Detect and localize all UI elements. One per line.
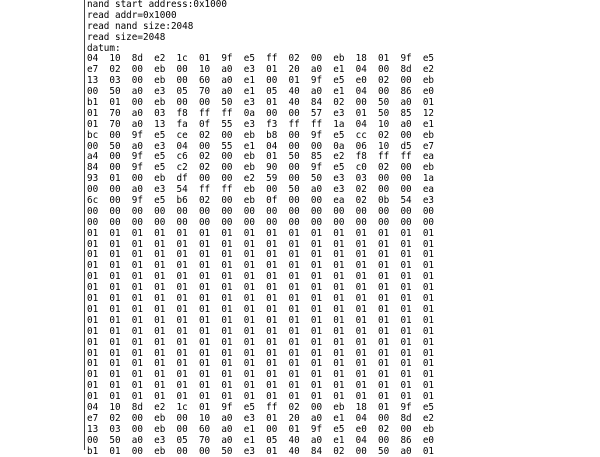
console-hex-row: 00 00 a0 e3 54 ff ff eb 00 50 a0 e3 02 00 00 ea [87, 184, 435, 196]
console-hex-row: 04 10 8d e2 1c 01 9f e5 ff 02 00 eb 18 01 9f e5 [87, 53, 435, 65]
console-hex-row: e7 02 00 eb 00 10 a0 e3 01 20 a0 e1 04 00 8d e2 [87, 64, 435, 76]
console-header-line: read nand size:2048 [87, 20, 194, 32]
console-hex-row: 01 01 01 01 01 01 01 01 01 01 01 01 01 01 01 01 [87, 260, 435, 272]
console-hex-row: 01 01 01 01 01 01 01 01 01 01 01 01 01 01 01 01 [87, 358, 435, 370]
console-hex-row: 01 01 01 01 01 01 01 01 01 01 01 01 01 01 01 01 [87, 249, 435, 261]
console-hex-row: 00 50 a0 e3 05 70 a0 e1 05 40 a0 e1 04 00 86 e0 [87, 434, 435, 446]
console-hex-row: 01 01 01 01 01 01 01 01 01 01 01 01 01 01 01 01 [87, 369, 435, 381]
console-hex-row: 01 01 01 01 01 01 01 01 01 01 01 01 01 01 01 01 [87, 347, 435, 359]
console-hex-row: 13 03 00 eb 00 60 a0 e1 00 01 9f e5 e0 02 00 eb [87, 75, 435, 87]
console-hex-row: 01 01 01 01 01 01 01 01 01 01 01 01 01 01 01 01 [87, 380, 435, 392]
console-hex-row: 01 01 01 01 01 01 01 01 01 01 01 01 01 01 01 01 [87, 325, 435, 337]
console-hex-row: 00 00 00 00 00 00 00 00 00 00 00 00 00 00 00 00 [87, 205, 435, 217]
console-hex-row: 84 00 9f e5 c2 02 00 eb 90 00 9f e5 c0 02 00 eb [87, 162, 435, 174]
console-hex-row: 01 01 01 01 01 01 01 01 01 01 01 01 01 01 01 01 [87, 314, 435, 326]
console-hex-row: a4 00 9f e5 c6 02 00 eb 01 50 85 e2 f8 ff ff ea [87, 151, 435, 163]
window-left-border [84, 0, 85, 450]
console-hex-row: 01 01 01 01 01 01 01 01 01 01 01 01 01 01 01 01 [87, 303, 435, 315]
console-output [87, 0, 587, 457]
console-hex-row: 01 01 01 01 01 01 01 01 01 01 01 01 01 01 01 01 [87, 336, 435, 348]
console-header-line: read addr=0x1000 [87, 9, 177, 21]
console-hex-row: 04 10 8d e2 1c 01 9f e5 ff 02 00 eb 18 01 9f e5 [87, 401, 435, 413]
console-hex-row: 13 03 00 eb 00 60 a0 e1 00 01 9f e5 e0 02 00 eb [87, 423, 435, 435]
console-hex-row: bc 00 9f e5 ce 02 00 eb b8 00 9f e5 cc 02 00 eb [87, 129, 435, 141]
console-hex-row: 00 00 00 00 00 00 00 00 00 00 00 00 00 00 00 00 [87, 216, 435, 228]
console-hex-row: 6c 00 9f e5 b6 02 00 eb 0f 00 00 ea 02 0b 54 e3 [87, 195, 435, 207]
console-hex-row: 01 70 a0 13 fa 0f 55 e3 f3 ff ff 1a 04 10 a0 e1 [87, 118, 435, 130]
console-hex-row: 00 50 a0 e3 04 00 55 e1 04 00 00 0a 06 10 d5 e7 [87, 140, 435, 152]
console-hex-row: 00 50 a0 e3 05 70 a0 e1 05 40 a0 e1 04 00 86 e0 [87, 86, 435, 98]
console-header-line: nand start address:0x1000 [87, 0, 227, 10]
console-hex-row: 01 01 01 01 01 01 01 01 01 01 01 01 01 01 01 01 [87, 238, 435, 250]
console-hex-row: 93 01 00 eb df 00 00 e2 59 00 50 e3 03 00 00 1a [87, 173, 435, 185]
console-header-line: datum: [87, 42, 121, 54]
console-hex-row: e7 02 00 eb 00 10 a0 e3 01 20 a0 e1 04 00 8d e2 [87, 412, 435, 424]
console-hex-row: 01 70 a0 03 f8 ff ff 0a 00 00 57 e3 01 50 85 12 [87, 107, 435, 119]
console-hex-row: b1 01 00 eb 00 00 50 e3 01 40 84 02 00 50 a0 01 [87, 445, 435, 457]
console-header-line: read size=2048 [87, 31, 166, 43]
console-hex-row: 01 01 01 01 01 01 01 01 01 01 01 01 01 01 01 01 [87, 391, 435, 403]
console-hex-row: 01 01 01 01 01 01 01 01 01 01 01 01 01 01 01 01 [87, 271, 435, 283]
console-hex-row: 01 01 01 01 01 01 01 01 01 01 01 01 01 01 01 01 [87, 227, 435, 239]
console-hex-row: 01 01 01 01 01 01 01 01 01 01 01 01 01 01 01 01 [87, 293, 435, 305]
console-hex-row: 01 01 01 01 01 01 01 01 01 01 01 01 01 01 01 01 [87, 282, 435, 294]
console-hex-row: b1 01 00 eb 00 00 50 e3 01 40 84 02 00 50 a0 01 [87, 97, 435, 109]
